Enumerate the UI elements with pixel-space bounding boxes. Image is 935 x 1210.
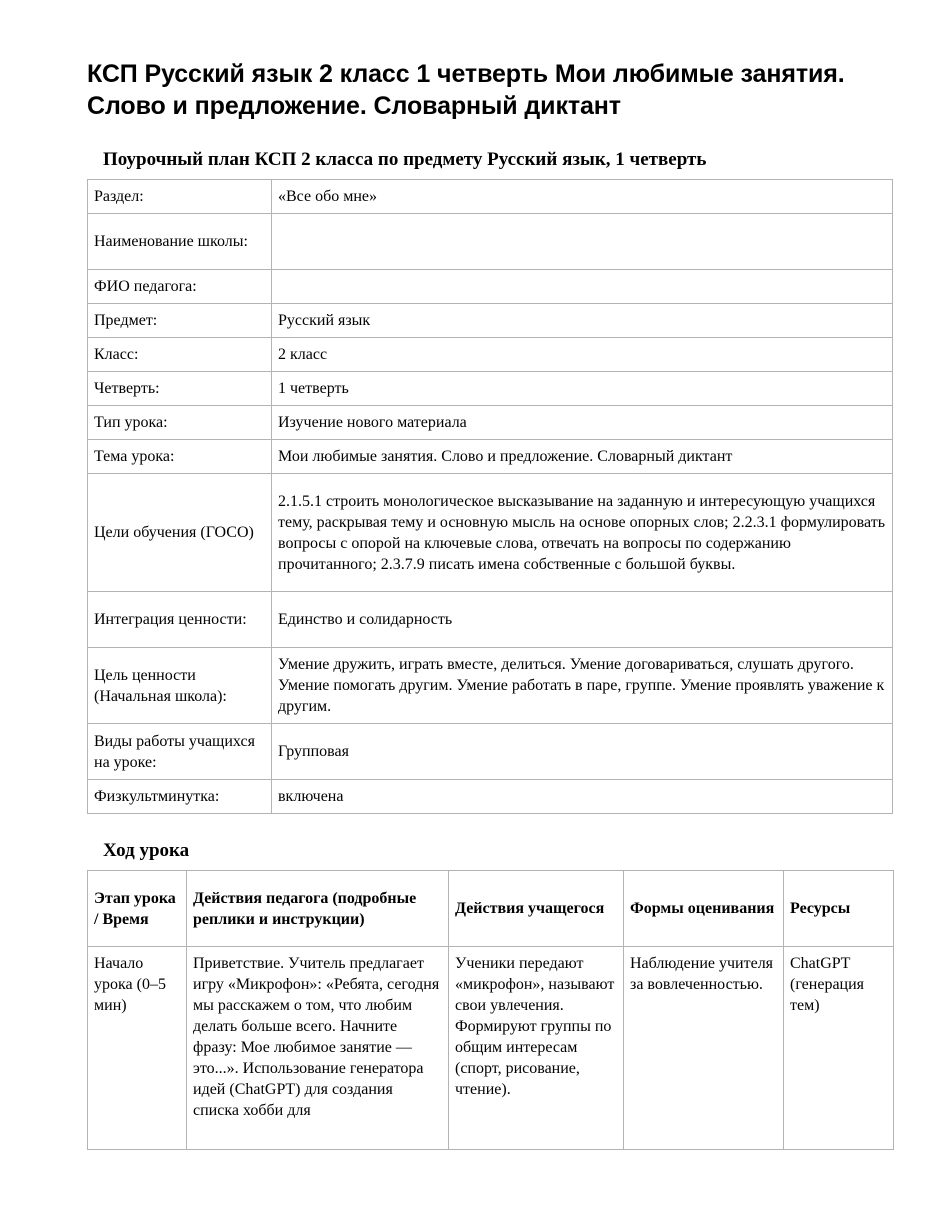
row-label: Тема урока: xyxy=(88,440,272,474)
table-row xyxy=(88,780,893,814)
row-label: Четверть: xyxy=(88,372,272,406)
cell-teacher-actions: Приветствие. Учитель предлагает игру «Микрофон»: «Ребята, сегодня мы расскажем о том, что любим делать больше всего. Начните фразу: Мое любимое занятие — это...». Использование генератора идей (ChatGPT) для создания списка хобби для xyxy=(187,947,449,1150)
row-value: Умение дружить, играть вместе, делиться. Умение договариваться, слушать другого. Умение помогать другим. Умение работать в паре, группе. Умение проявлять уважение к другим. xyxy=(272,648,893,724)
row-label: Тип урока: xyxy=(88,406,272,440)
table-row xyxy=(88,338,893,372)
column-header-assessment: Формы оценивания xyxy=(624,871,784,947)
table-row xyxy=(88,304,893,338)
lesson-plan-info-table xyxy=(87,179,893,814)
row-label: Предмет: xyxy=(88,304,272,338)
row-label: Интеграция ценности: xyxy=(88,592,272,648)
cell-resources: ChatGPT (генерация тем) xyxy=(784,947,894,1150)
table-row xyxy=(88,440,893,474)
row-label: ФИО педагога: xyxy=(88,270,272,304)
plan-heading: Поурочный план КСП 2 класса по предмету Русский язык, 1 четверть xyxy=(103,149,707,170)
row-label: Раздел: xyxy=(88,180,272,214)
table-row xyxy=(88,947,894,1150)
column-header-student-actions: Действия учащегося xyxy=(449,871,624,947)
lesson-flow-table xyxy=(87,870,894,1150)
row-label: Виды работы учащихся на уроке: xyxy=(88,724,272,780)
row-label: Физкультминутка: xyxy=(88,780,272,814)
column-header-stage: Этап урока / Время xyxy=(88,871,187,947)
row-value: Русский язык xyxy=(272,304,893,338)
row-value: Мои любимые занятия. Слово и предложение. Словарный диктант xyxy=(272,440,893,474)
row-label: Цель ценности (Начальная школа): xyxy=(88,648,272,724)
column-header-teacher-actions: Действия педагога (подробные реплики и инструкции) xyxy=(187,871,449,947)
row-label: Наименование школы: xyxy=(88,214,272,270)
table-row xyxy=(88,724,893,780)
table-row xyxy=(88,270,893,304)
table-row xyxy=(88,214,893,270)
table-row xyxy=(88,474,893,592)
document-title: КСП Русский язык 2 класс 1 четверть Мои любимые занятия. Слово и предложение. Словарный диктант xyxy=(87,60,845,120)
row-value: включена xyxy=(272,780,893,814)
table-row xyxy=(88,406,893,440)
table-header-row xyxy=(88,871,894,947)
cell-assessment: Наблюдение учителя за вовлеченностью. xyxy=(624,947,784,1150)
row-value xyxy=(272,214,893,270)
table-row xyxy=(88,180,893,214)
row-value xyxy=(272,270,893,304)
table-row xyxy=(88,648,893,724)
table-row xyxy=(88,372,893,406)
row-value: Групповая xyxy=(272,724,893,780)
row-value: Единство и солидарность xyxy=(272,592,893,648)
row-value: Изучение нового материала xyxy=(272,406,893,440)
row-value: 1 четверть xyxy=(272,372,893,406)
row-value: 2.1.5.1 строить монологическое высказывание на заданную и интересующую учащихся тему, раскрывая тему и основную мысль на основе опорных слов; 2.2.3.1 формулировать вопросы с опорой на ключевые слова, отвечать на вопросы по содержанию прочитанного; 2.3.7.9 писать имена собственные с большой буквы. xyxy=(272,474,893,592)
row-label: Цели обучения (ГОСО) xyxy=(88,474,272,592)
row-value: «Все обо мне» xyxy=(272,180,893,214)
cell-stage: Начало урока (0–5 мин) xyxy=(88,947,187,1150)
column-header-resources: Ресурсы xyxy=(784,871,894,947)
row-label: Класс: xyxy=(88,338,272,372)
table-row xyxy=(88,592,893,648)
lesson-flow-heading: Ход урока xyxy=(103,840,190,861)
row-value: 2 класс xyxy=(272,338,893,372)
cell-student-actions: Ученики передают «микрофон», называют свои увлечения. Формируют группы по общим интересам (спорт, рисование, чтение). xyxy=(449,947,624,1150)
